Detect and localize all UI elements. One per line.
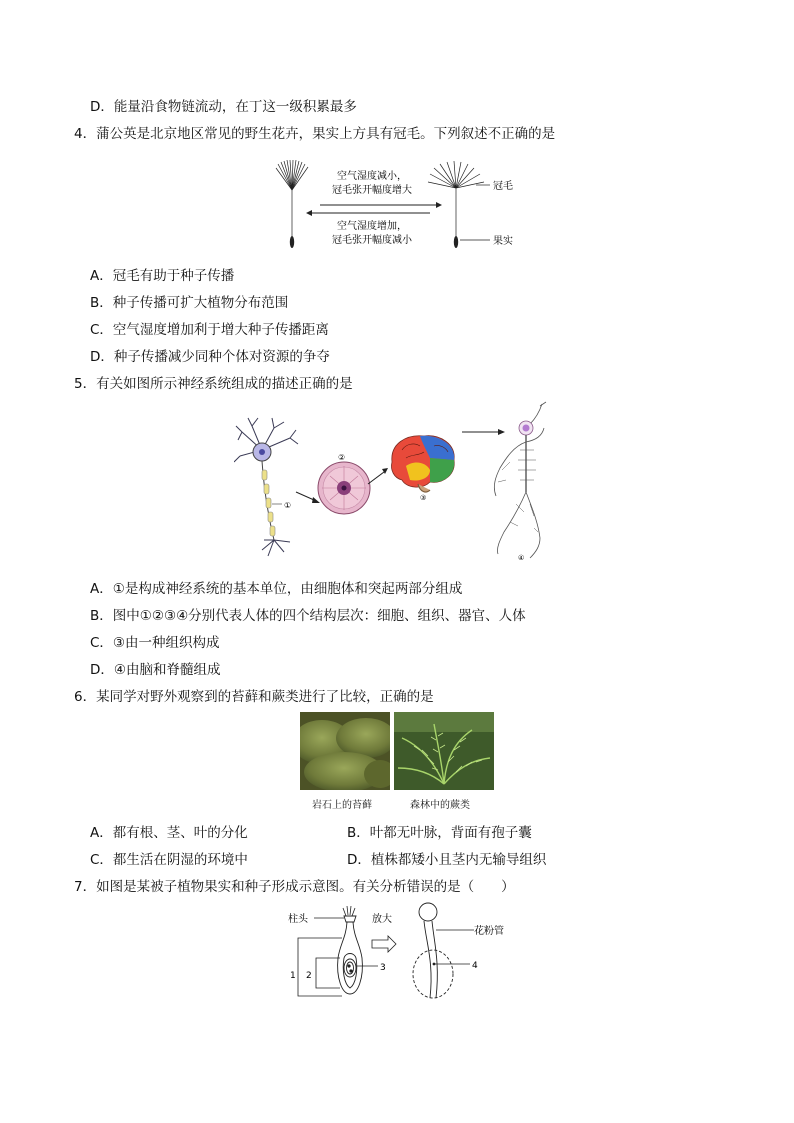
dandelion-open-icon bbox=[428, 161, 484, 240]
q5-option-a: A．①是构成神经系统的基本单位，由细胞体和突起两部分组成 bbox=[90, 581, 463, 597]
neuron-icon bbox=[234, 418, 298, 556]
human-nervous-system-icon bbox=[494, 402, 546, 558]
fern-photo bbox=[394, 712, 494, 790]
q7-label-stigma: 柱头 bbox=[288, 914, 308, 925]
q7-label-zoom: 放大 bbox=[372, 914, 392, 925]
q7-number-2: 2 bbox=[306, 971, 312, 981]
q5-option-d: D．④由脑和脊髓组成 bbox=[90, 662, 221, 678]
q7-number-1: 1 bbox=[290, 971, 296, 981]
q6-caption-moss: 岩石上的苔藓 bbox=[312, 800, 372, 811]
pollen-tube-icon bbox=[413, 903, 453, 998]
q6-stem: 6．某同学对野外观察到的苔藓和蕨类进行了比较，正确的是 bbox=[74, 689, 434, 705]
q7-label-tube: 花粉管 bbox=[474, 926, 504, 937]
pistil-icon bbox=[338, 906, 363, 994]
q5-option-c: C．③由一种组织构成 bbox=[90, 635, 220, 651]
q4-bottom-text-2: 冠毛张开幅度减小 bbox=[332, 235, 412, 246]
q6-option-a: A．都有根、茎、叶的分化 bbox=[90, 825, 248, 841]
q4-top-text-2: 冠毛张开幅度增大 bbox=[332, 185, 412, 196]
q5-marker-4: ④ bbox=[518, 554, 525, 562]
q6-caption-fern: 森林中的蕨类 bbox=[410, 800, 470, 811]
q5-marker-3: ③ bbox=[420, 494, 427, 502]
q7-fruit-seed-figure bbox=[284, 902, 514, 1012]
q3-option-d: D．能量沿食物链流动，在丁这一级积累最多 bbox=[90, 99, 357, 115]
dandelion-closed-icon bbox=[276, 160, 308, 240]
brain-icon bbox=[391, 436, 454, 502]
q6-option-c: C．都生活在阴湿的环境中 bbox=[90, 852, 248, 868]
q5-nervous-system-figure bbox=[234, 400, 560, 566]
nerve-tissue-icon bbox=[318, 453, 370, 514]
q5-marker-2: ② bbox=[338, 453, 346, 462]
q5-marker-1: ① bbox=[284, 501, 292, 510]
moss-photo bbox=[300, 712, 390, 790]
q7-number-4: 4 bbox=[472, 961, 478, 971]
q4-dandelion-figure bbox=[272, 160, 532, 252]
q4-label-fruit: 果实 bbox=[493, 236, 513, 247]
q7-number-3: 3 bbox=[380, 963, 386, 973]
q4-option-c: C．空气湿度增加利于增大种子传播距离 bbox=[90, 322, 329, 338]
q4-option-b: B．种子传播可扩大植物分布范围 bbox=[90, 295, 289, 311]
q6-option-b: B．叶都无叶脉，背面有孢子囊 bbox=[347, 825, 532, 841]
zoom-arrow-icon bbox=[372, 936, 396, 952]
q4-top-text-1: 空气湿度减小， bbox=[337, 171, 407, 182]
q4-option-a: A．冠毛有助于种子传播 bbox=[90, 268, 235, 284]
q4-bottom-text-1: 空气湿度增加， bbox=[337, 221, 407, 232]
q6-option-d: D．植株都矮小且茎内无输导组织 bbox=[347, 852, 547, 868]
q5-option-b: B．图中①②③④分别代表人体的四个结构层次：细胞、组织、器官、人体 bbox=[90, 608, 526, 624]
q4-option-d: D．种子传播减少同种个体对资源的争夺 bbox=[90, 349, 330, 365]
q4-stem: 4．蒲公英是北京地区常见的野生花卉，果实上方具有冠毛。下列叙述不正确的是 bbox=[74, 126, 556, 142]
q5-stem: 5．有关如图所示神经系统组成的描述正确的是 bbox=[74, 376, 353, 392]
q7-stem: 7．如图是某被子植物果实和种子形成示意图。有关分析错误的是（ ） bbox=[74, 879, 515, 895]
q4-label-pappus: 冠毛 bbox=[493, 181, 513, 192]
